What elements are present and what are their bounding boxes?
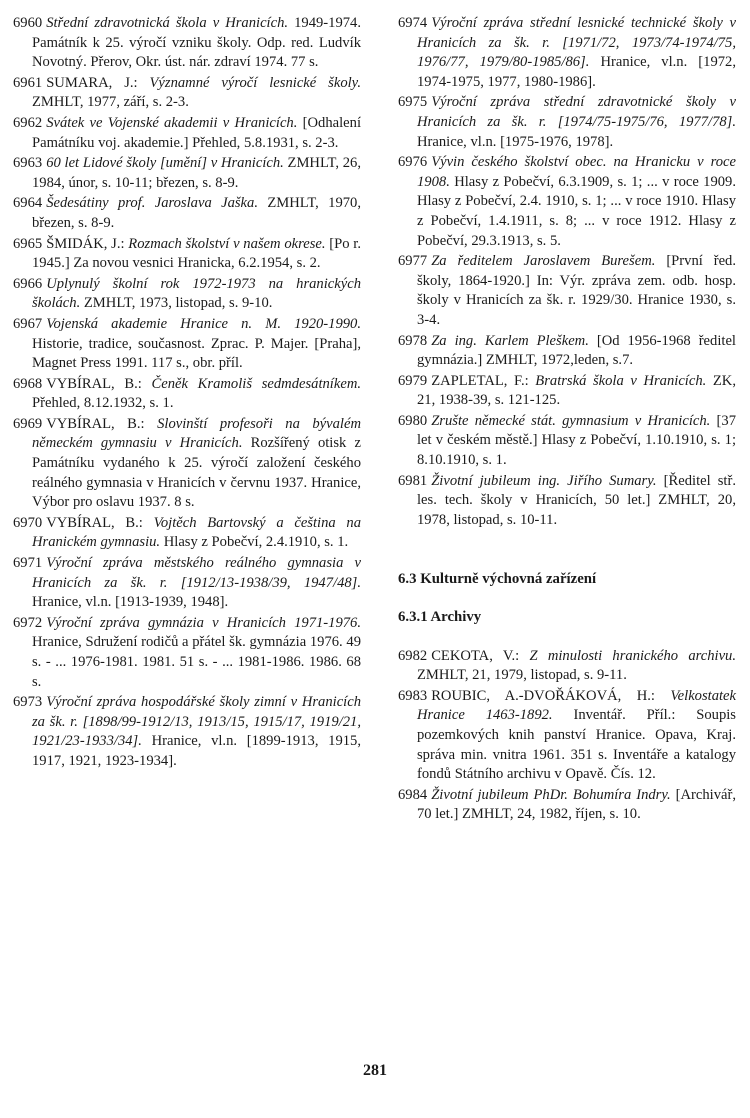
page-number: 281 [363,1062,387,1079]
bibliography-entry [13,514,361,553]
entry-details: Historie, tradice, současnost. Zprac. P. Majer. [Praha], Magnet Press 1991. 117 s., obr. příl. [32,335,361,372]
left-column [13,14,361,773]
entry-title: Životní jubileum ing. Jiřího Sumary. [431,472,657,489]
entry-title: Z minulosti hranického archivu. [529,647,737,664]
bibliography-entry [398,786,736,825]
entry-number: 6974 [398,15,428,31]
entry-details: ZMHLT, 26, 1984, únor, s. 10-11; březen, s. 8-9. [32,155,361,191]
entry-title: Velkostatek Hranice 1463-1892. [417,687,737,724]
entry-details: [Odhalení Památníku voj. akademie.] Přehled, 5.8.1931, s. 2-3. [32,114,361,151]
bibliography-entry [13,693,361,771]
entry-details: ZMHLT, 1970, březen, s. 8-9. [32,195,361,231]
entry-author: SUMARA, J.: [46,74,138,91]
bibliography-entry [13,194,361,233]
entry-title: Životní jubileum PhDr. Bohumíra Indry. [431,786,671,803]
entry-number: 6969 [13,415,43,432]
entry-number: 6967 [13,315,43,332]
entry-number: 6962 [13,114,43,131]
bibliography-entry [13,114,361,153]
entry-number: 6972 [13,614,43,631]
entry-number: 6983 [398,687,428,704]
bibliography-entry [13,74,361,113]
entry-details: [První řed. školy, 1864-1920.] In: Výr. zpráva zem. odb. hosp. školy v Hranicích za šk. r. 1929/30. Hranice 1930, s. 3-4. [417,253,736,328]
subsection-heading: 6.3.1 Archivy [398,609,482,626]
entry-title: Výroční zpráva střední zdravotnické školy v Hranicích za šk. r. [1974/75-1975/76, 1977/78]. [417,94,736,130]
bibliography-entry [398,153,736,251]
entry-number: 6977 [398,253,428,270]
entry-details: Hranice, Sdružení rodičů a přátel šk. gymnázia 1976. 49 s. - ... 1976-1981. 1981. 51 s. - ... 1981-1986. 1986. 68 s. [32,634,361,690]
entry-number: 6960 [13,15,43,31]
bibliography-entry [398,372,736,411]
bibliography-entry [13,154,361,193]
section-heading: 6.3 Kulturně výchovná zařízení [398,571,597,588]
entry-details: Hranice, vl.n. [1975-1976, 1978]. [417,133,614,150]
bibliography-entry [398,647,736,686]
entry-details: Hranice, vl.n. [1972, 1974-1975, 1977, 1980-1986]. [417,54,736,90]
entry-details: Hlasy z Pobečví, 2.4.1910, s. 1. [163,534,349,551]
entry-details: [Ředitel stř. les. tech. školy v Hranicích, 50 let.] ZMHLT, 20, 1978, listopad, s. 10-11. [417,472,736,528]
entry-number: 6965 [13,235,43,252]
entry-number: 6982 [398,647,428,664]
entry-title: Střední zdravotnická škola v Hranicích. [46,15,289,31]
bibliography-entry [13,614,361,692]
entry-author: ROUBIC, A.-DVOŘÁKOVÁ, H.: [431,687,655,704]
entry-title: Uplynulý školní rok 1972-1973 na hranických školách. [32,275,361,312]
entry-details: [37 let v českém městě.] Hlasy z Pobečví, 1.10.1910, s. 1; 8.10.1910, s. 1. [417,412,736,469]
entry-title: Zrušte německé stát. gymnasium v Hranicích. [431,412,711,429]
entry-title: Významné výročí lesnické školy. [149,74,361,91]
entry-title: Vojtěch Bartovský a čeština na Hranickém gymnasiu. [32,514,361,551]
entry-title: Výroční zpráva hospodářské školy zimní v Hranicích za šk. r. [1898/99-1912/13, 1913/15, 1915/17, 1919/21, 1921/23-1933/34]. [32,694,361,750]
entry-title: Výroční zpráva městského reálného gymnasia v Hranicích za šk. r. [1912/13-1938/39, 1947/48]. [32,555,361,591]
entry-number: 6976 [398,154,428,171]
entry-title: Čeněk Kramoliš sedmdesátníkem. [151,375,362,392]
entry-title: Bratrská škola v Hranicích. [535,372,707,389]
entry-details: [Od 1956-1968 ředitel gymnázia.] ZMHLT, 1972,leden, s.7. [417,332,736,369]
entry-title: Svátek ve Vojenské akademii v Hranicích. [46,114,298,131]
entry-number: 6978 [398,332,428,349]
bibliography-entry [13,235,361,274]
right-entries [398,14,736,530]
bibliography-entry [13,315,361,374]
entry-details: [Po r. 1945.] Za novou vesnici Hranicka, 6.2.1954, s. 2. [32,235,362,272]
bibliography-entry [398,93,736,152]
right-column [398,14,736,826]
right-entries-after [398,647,736,825]
entry-number: 6984 [398,786,428,803]
bibliography-entry [13,375,361,414]
entry-details: ZK, 21, 1938-39, s. 121-125. [417,372,736,409]
entry-title: Vojenská akademie Hranice n. M. 1920-1990. [46,315,361,332]
bibliography-entry [13,14,361,73]
entry-number: 6975 [398,94,428,111]
entry-details: 1949-1974. Památník k 25. výročí vzniku školy. Odp. red. Ludvík Novotný. Přerov, Okr. úst. nár. zdraví 1974. 77 s. [32,15,361,71]
entry-details: Hranice, vl.n. [1913-1939, 1948]. [32,594,229,611]
bibliography-entry [13,415,361,513]
entry-author: CEKOTA, V.: [431,647,520,664]
entry-number: 6979 [398,372,428,389]
bibliography-entry [398,687,736,785]
entry-details: Rozšířený otisk z Památníku vydaného k 25. výročí založení českého reálného gymnasia v Hranicích v červnu 1937. Hranice, Výbor pro oslavu 1937. 8 s. [32,435,361,511]
bibliography-entry [398,412,736,471]
bibliography-entry [398,14,736,92]
entry-details: Inventář. Příl.: Soupis pozemkových knih panství Hranice. Opava, Kraj. správa min. vnitra 1961. 351 s. Inventáře a katalogy fondů Státního archivu v Opavě. Čís. 12. [417,707,736,783]
entry-title: 60 let Lidové školy [umění] v Hranicích. [46,155,284,172]
entry-number: 6963 [13,155,43,172]
bibliography-entry [13,275,361,314]
entry-details: ZMHLT, 21, 1979, listopad, s. 9-11. [417,667,627,684]
entry-details: Přehled, 8.12.1932, s. 1. [32,395,174,412]
entry-number: 6973 [13,694,43,711]
entry-author: ŠMIDÁK, J.: [46,235,125,252]
entry-details: Hranice, vl.n. [1899-1913, 1915, 1917, 1921, 1923-1934]. [32,733,361,769]
entry-number: 6966 [13,275,43,292]
entry-title: Za ing. Karlem Pleškem. [431,332,589,349]
entry-author: ZAPLETAL, F.: [431,372,529,389]
entry-number: 6968 [13,375,43,392]
entry-title: Za ředitelem Jaroslavem Burešem. [431,253,656,270]
entry-number: 6964 [13,195,43,212]
entry-title: Rozmach školství v našem okrese. [128,235,326,252]
entry-title: Vývin českého školství obec. na Hranicku v roce 1908. [417,154,736,190]
entry-details: ZMHLT, 1977, září, s. 2-3. [32,94,189,111]
entry-number: 6981 [398,472,428,489]
entry-details: Hlasy z Pobečví, 6.3.1909, s. 1; ... v roce 1909. Hlasy z Pobečví, 2.4. 1910, s. 1; ... v roce 1910. Hlasy z Pobečví, 1.4.1911, s. 8; ... v roce 1912. Hlasy z Pobečví, 29.3.1913, s. 5. [417,173,736,249]
entry-details: ZMHLT, 1973, listopad, s. 9-10. [83,295,273,312]
entry-details: [Archivář, 70 let.] ZMHLT, 24, 1982, říjen, s. 10. [417,786,736,823]
entry-number: 6970 [13,514,43,531]
entry-title: Výroční zpráva střední lesnické technické školy v Hranicích za šk. r. [1971/72, 1973/74-1974/75, 1976/77, 1979/80-1985/86]. [417,15,736,71]
entry-title: Šedesátiny prof. Jaroslava Jaška. [46,195,258,212]
bibliography-entry [398,252,736,330]
entry-author: VYBÍRAL, B.: [46,375,142,392]
entry-title: Slovinští profesoři na bývalém německém gymnasiu v Hranicích. [32,415,362,452]
bibliography-entry [398,332,736,371]
entry-number: 6980 [398,412,428,429]
entry-author: VYBÍRAL, B.: [46,415,145,432]
entry-title: Výroční zpráva gymnázia v Hranicích 1971-1976. [46,614,361,631]
bibliography-entry [13,554,361,613]
entry-number: 6971 [13,555,43,572]
entry-author: VYBÍRAL, B.: [46,514,143,531]
bibliography-entry [398,472,736,531]
entry-number: 6961 [13,74,43,91]
